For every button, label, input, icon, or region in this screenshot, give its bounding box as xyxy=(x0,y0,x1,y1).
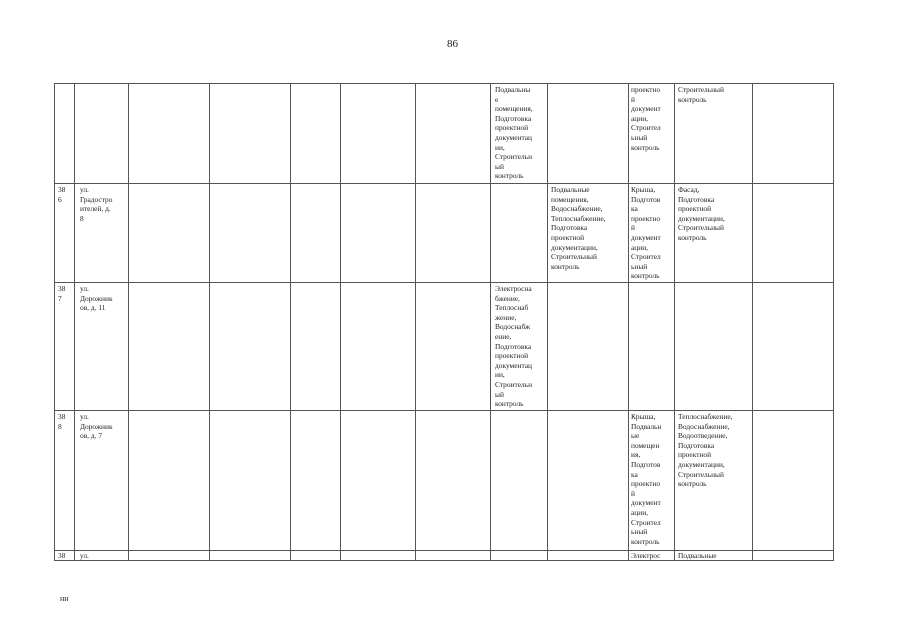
table-cell-number: 38 7 xyxy=(58,284,66,303)
footer-mark: нн xyxy=(60,594,69,603)
row-divider xyxy=(54,282,834,283)
table-cell-works: проектно й документ ации, Строител ьный контроль xyxy=(631,85,661,152)
table-cell-number: 38 6 xyxy=(58,185,66,204)
column-divider xyxy=(340,83,341,561)
table-border-left xyxy=(54,83,55,561)
column-divider xyxy=(628,83,629,561)
column-divider xyxy=(209,83,210,561)
column-divider xyxy=(74,83,75,561)
table-cell-works: Электрос xyxy=(631,551,661,560)
table-cell-works: Крыша, Подготов ка проектно й документ ации, Строител ьный контроль xyxy=(631,185,661,281)
table-cell-address: ул. Дорожник ов, д. 7 xyxy=(80,412,113,441)
column-divider xyxy=(490,83,491,561)
works-table xyxy=(54,83,834,561)
column-divider xyxy=(415,83,416,561)
column-divider xyxy=(128,83,129,561)
table-cell-works: Подвальные xyxy=(678,551,717,560)
column-divider xyxy=(674,83,675,561)
table-cell-works: Теплоснабжение, Водоснабжение, Водоотведение, Подготовка проектной документации, Строительный контроль xyxy=(678,412,733,489)
table-cell-works: Крыша, Подвальн ые помещен ия, Подготов ка проектно й документ ации, Строител ьный контроль xyxy=(631,412,662,546)
table-cell-works: Подвальны е помещения, Подготовка проектной документац ии, Строительн ый контроль xyxy=(495,85,533,181)
table-cell-address: ул. Градостро ителей, д. 8 xyxy=(80,185,113,223)
table-cell-address: ул. xyxy=(80,551,89,560)
table-cell-works: Подвальные помещения, Водоснабжение, Теплоснабжение, Подготовка проектной документации, Строительный контроль xyxy=(551,185,606,271)
table-cell-number: 38 8 xyxy=(58,412,66,431)
row-divider xyxy=(54,410,834,411)
column-divider xyxy=(547,83,548,561)
table-cell-number: 38 xyxy=(58,551,66,560)
table-border-bottom xyxy=(54,560,834,561)
page-number: 86 xyxy=(447,38,458,50)
table-cell-works: Электросна бжение, Теплоснаб жение, Водоснабж ение, Подготовка проектной документац ии, Строительн ый контроль xyxy=(495,284,533,409)
table-cell-works: Строительный контроль xyxy=(678,85,724,104)
table-cell-works: Фасад, Подготовка проектной документации, Строительный контроль xyxy=(678,185,725,242)
table-border-right xyxy=(833,83,834,561)
column-divider xyxy=(752,83,753,561)
row-divider xyxy=(54,183,834,184)
column-divider xyxy=(290,83,291,561)
table-cell-address: ул. Дорожник ов, д. 11 xyxy=(80,284,113,313)
table-border-top xyxy=(54,83,834,84)
